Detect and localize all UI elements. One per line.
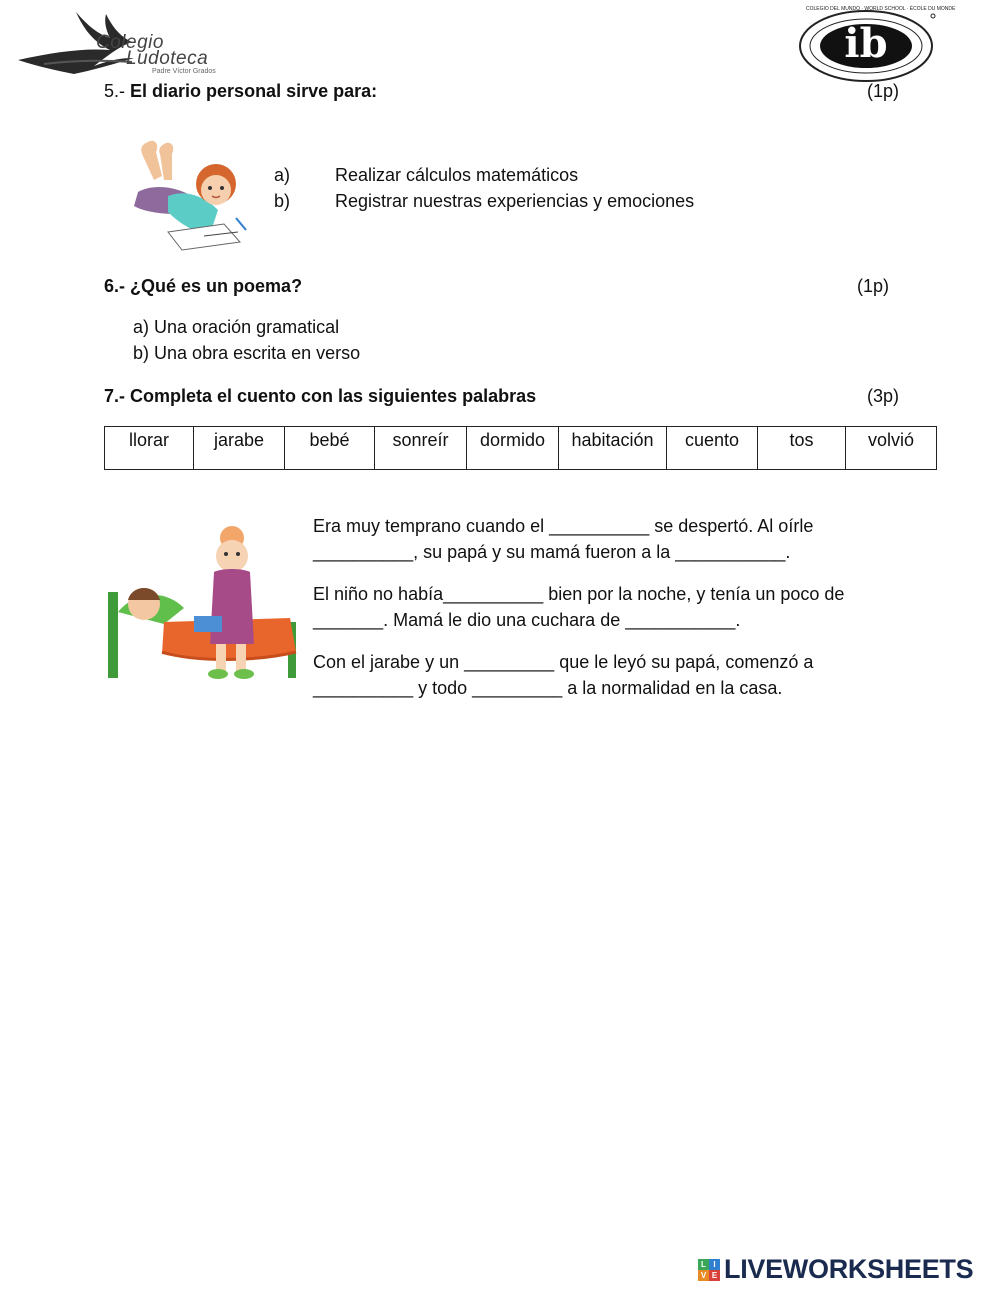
badge-letter-i: I [709, 1259, 720, 1270]
q5-title [104, 81, 377, 102]
story-line: Era muy temprano cuando el __________ se despertó. Al oírle [313, 516, 814, 536]
q6-option-a-letter: a) [133, 317, 150, 337]
word-cell: volvió [846, 427, 937, 470]
q6-option-b-letter: b) [133, 343, 150, 363]
ib-logo-letters: ib [844, 20, 888, 67]
school-logo-name-1: Colegio [96, 32, 164, 53]
q5-option-b-letter: b) [274, 191, 291, 211]
girl-diary-icon [128, 136, 256, 256]
q6-points: (1p) [857, 276, 890, 296]
story-line: _______. Mamá le dio una cuchara de ___________. [313, 610, 741, 630]
word-cell: bebé [285, 427, 375, 470]
q6-title [104, 276, 302, 297]
q5-points: (1p) [867, 81, 900, 101]
word-cell: jarabe [194, 427, 285, 470]
school-logo-subtitle: Padre Víctor Grados [152, 68, 216, 75]
bed-scene-icon [104, 512, 298, 684]
q6-option-a[interactable] [133, 317, 339, 338]
word-bank-row [105, 427, 937, 470]
school-logo-name-2: Ludoteca [126, 48, 209, 69]
live-badge [698, 1259, 720, 1281]
word-cell: tos [758, 427, 846, 470]
badge-letter-l: L [698, 1259, 709, 1270]
q6-option-b[interactable] [133, 343, 360, 364]
q6-number: 6.- [104, 276, 126, 296]
story-line: El niño no había__________ bien por la noche, y tenía un poco de [313, 584, 845, 604]
q6-option-a-text: Una oración gramatical [154, 317, 340, 337]
q5-question: El diario personal sirve para: [130, 81, 378, 101]
q5-option-b-text: Registrar nuestras experiencias y emociones [335, 191, 695, 211]
q5-option-a-letter: a) [274, 165, 291, 185]
q6-question: ¿Qué es un poema? [130, 276, 303, 296]
q5-number: 5.- [104, 81, 126, 101]
word-cell: dormido [467, 427, 559, 470]
q5-option-b[interactable] [274, 191, 695, 212]
story-line: __________, su papá y su mamá fueron a la ___________. [313, 542, 791, 562]
q7-title: 7.- Completa el cuento con las siguientes palabras [104, 386, 537, 406]
story-line: Con el jarabe y un _________ que le leyó su papá, comenzó a [313, 652, 814, 672]
ib-ring-text: COLEGIO DEL MUNDO · WORLD SCHOOL · ÉCOLE DU MONDE [806, 6, 956, 12]
q5-option-a[interactable] [274, 165, 579, 186]
liveworksheets-logo [698, 1256, 996, 1286]
q7-points: (3p) [867, 386, 900, 406]
q6-option-b-text: Una obra escrita en verso [154, 343, 361, 363]
word-cell: habitación [559, 427, 667, 470]
liveworksheets-brand: LIVEWORKSHEETS [724, 1254, 974, 1284]
school-logo [14, 8, 249, 80]
girl-writing-illustration [128, 136, 256, 256]
word-cell: llorar [105, 427, 194, 470]
badge-letter-v: V [698, 1270, 709, 1281]
mother-child-illustration [104, 512, 298, 684]
story-text [313, 513, 953, 701]
word-bank-table [104, 426, 937, 470]
word-cell: sonreír [375, 427, 467, 470]
word-cell: cuento [667, 427, 758, 470]
badge-letter-e: E [709, 1270, 720, 1281]
ib-logo [796, 6, 956, 82]
story-line: __________ y todo _________ a la normalidad en la casa. [313, 678, 783, 698]
q5-option-a-text: Realizar cálculos matemáticos [335, 165, 579, 185]
